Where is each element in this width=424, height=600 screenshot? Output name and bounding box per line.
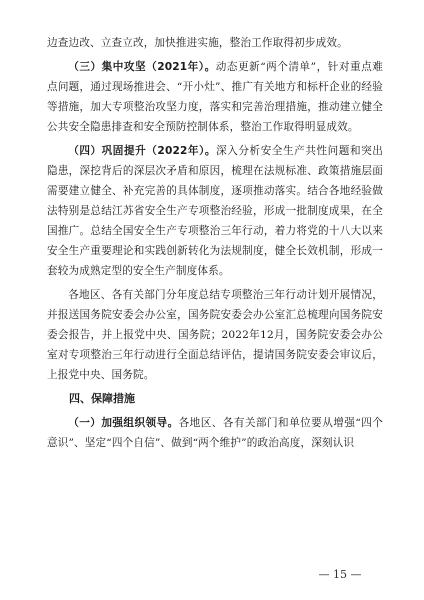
document-page bbox=[47, 33, 383, 457]
section-heading: 四、保障措施 bbox=[69, 392, 135, 405]
section-lead-3: （三）集中攻坚（2021年）。 bbox=[68, 61, 216, 73]
continuation-paragraph: 边查边改、立查立改，加快推进实施，整治工作取得初步成效。 bbox=[47, 37, 348, 49]
section-lead-4: （四）巩固提升（2022年）。 bbox=[68, 145, 217, 157]
final-section-paragraph bbox=[47, 413, 383, 453]
summary-paragraph: 各地区、各有关部门分年度总结专项整治三年行动计划开展情况，并报送国务院安委会办公室，国务院安委会办公室汇总梳理向国务院安委会报告，并上报党中央、国务院；2022年12月，国务院安委会办公室对专项整治三年行动进行全面总结评估，提请国务院安委会审议后，上报党中央、国务院。 bbox=[47, 289, 383, 381]
page-number: — 15 — bbox=[318, 568, 362, 581]
section-paragraph-4 bbox=[47, 141, 383, 281]
final-section-lead: （一）加强组织领导。 bbox=[68, 417, 179, 429]
section-body-4: 深入分析安全生产共性问题和突出隐患，深挖背后的深层次矛盾和原因，梳理在法规标准、政策措施层面需要建立健全、补充完善的具体制度，逐项推动落实。结合各地经验做法特别是总结江苏省安全生产专项整治经验，形成一批制度成果，在全国推广。总结全国安全生产专项整治三年行动，着力将党的十八大以来安全生产重要理论和实践创新转化为法规制度，健全长效机制，形成一套较为成熟定型的安全生产制度体系。 bbox=[47, 145, 384, 277]
final-section-body: 各地区、各有关部门和单位要从增强“四个意识”、坚定“四个自信”、做到“两个维护”的政治高度，深刻认识 bbox=[47, 417, 384, 449]
section-body-3: 动态更新“两个清单”，针对重点难点问题，通过现场推进会、“开小灶”、推广有关地方和标杆企业的经验等措施，加大专项整治攻坚力度，落实和完善治理措施，推动建立健全公共安全隐患排查和安全预防控制体系，整治工作取得明显成效。 bbox=[47, 61, 383, 133]
section-paragraph-3 bbox=[47, 57, 383, 137]
